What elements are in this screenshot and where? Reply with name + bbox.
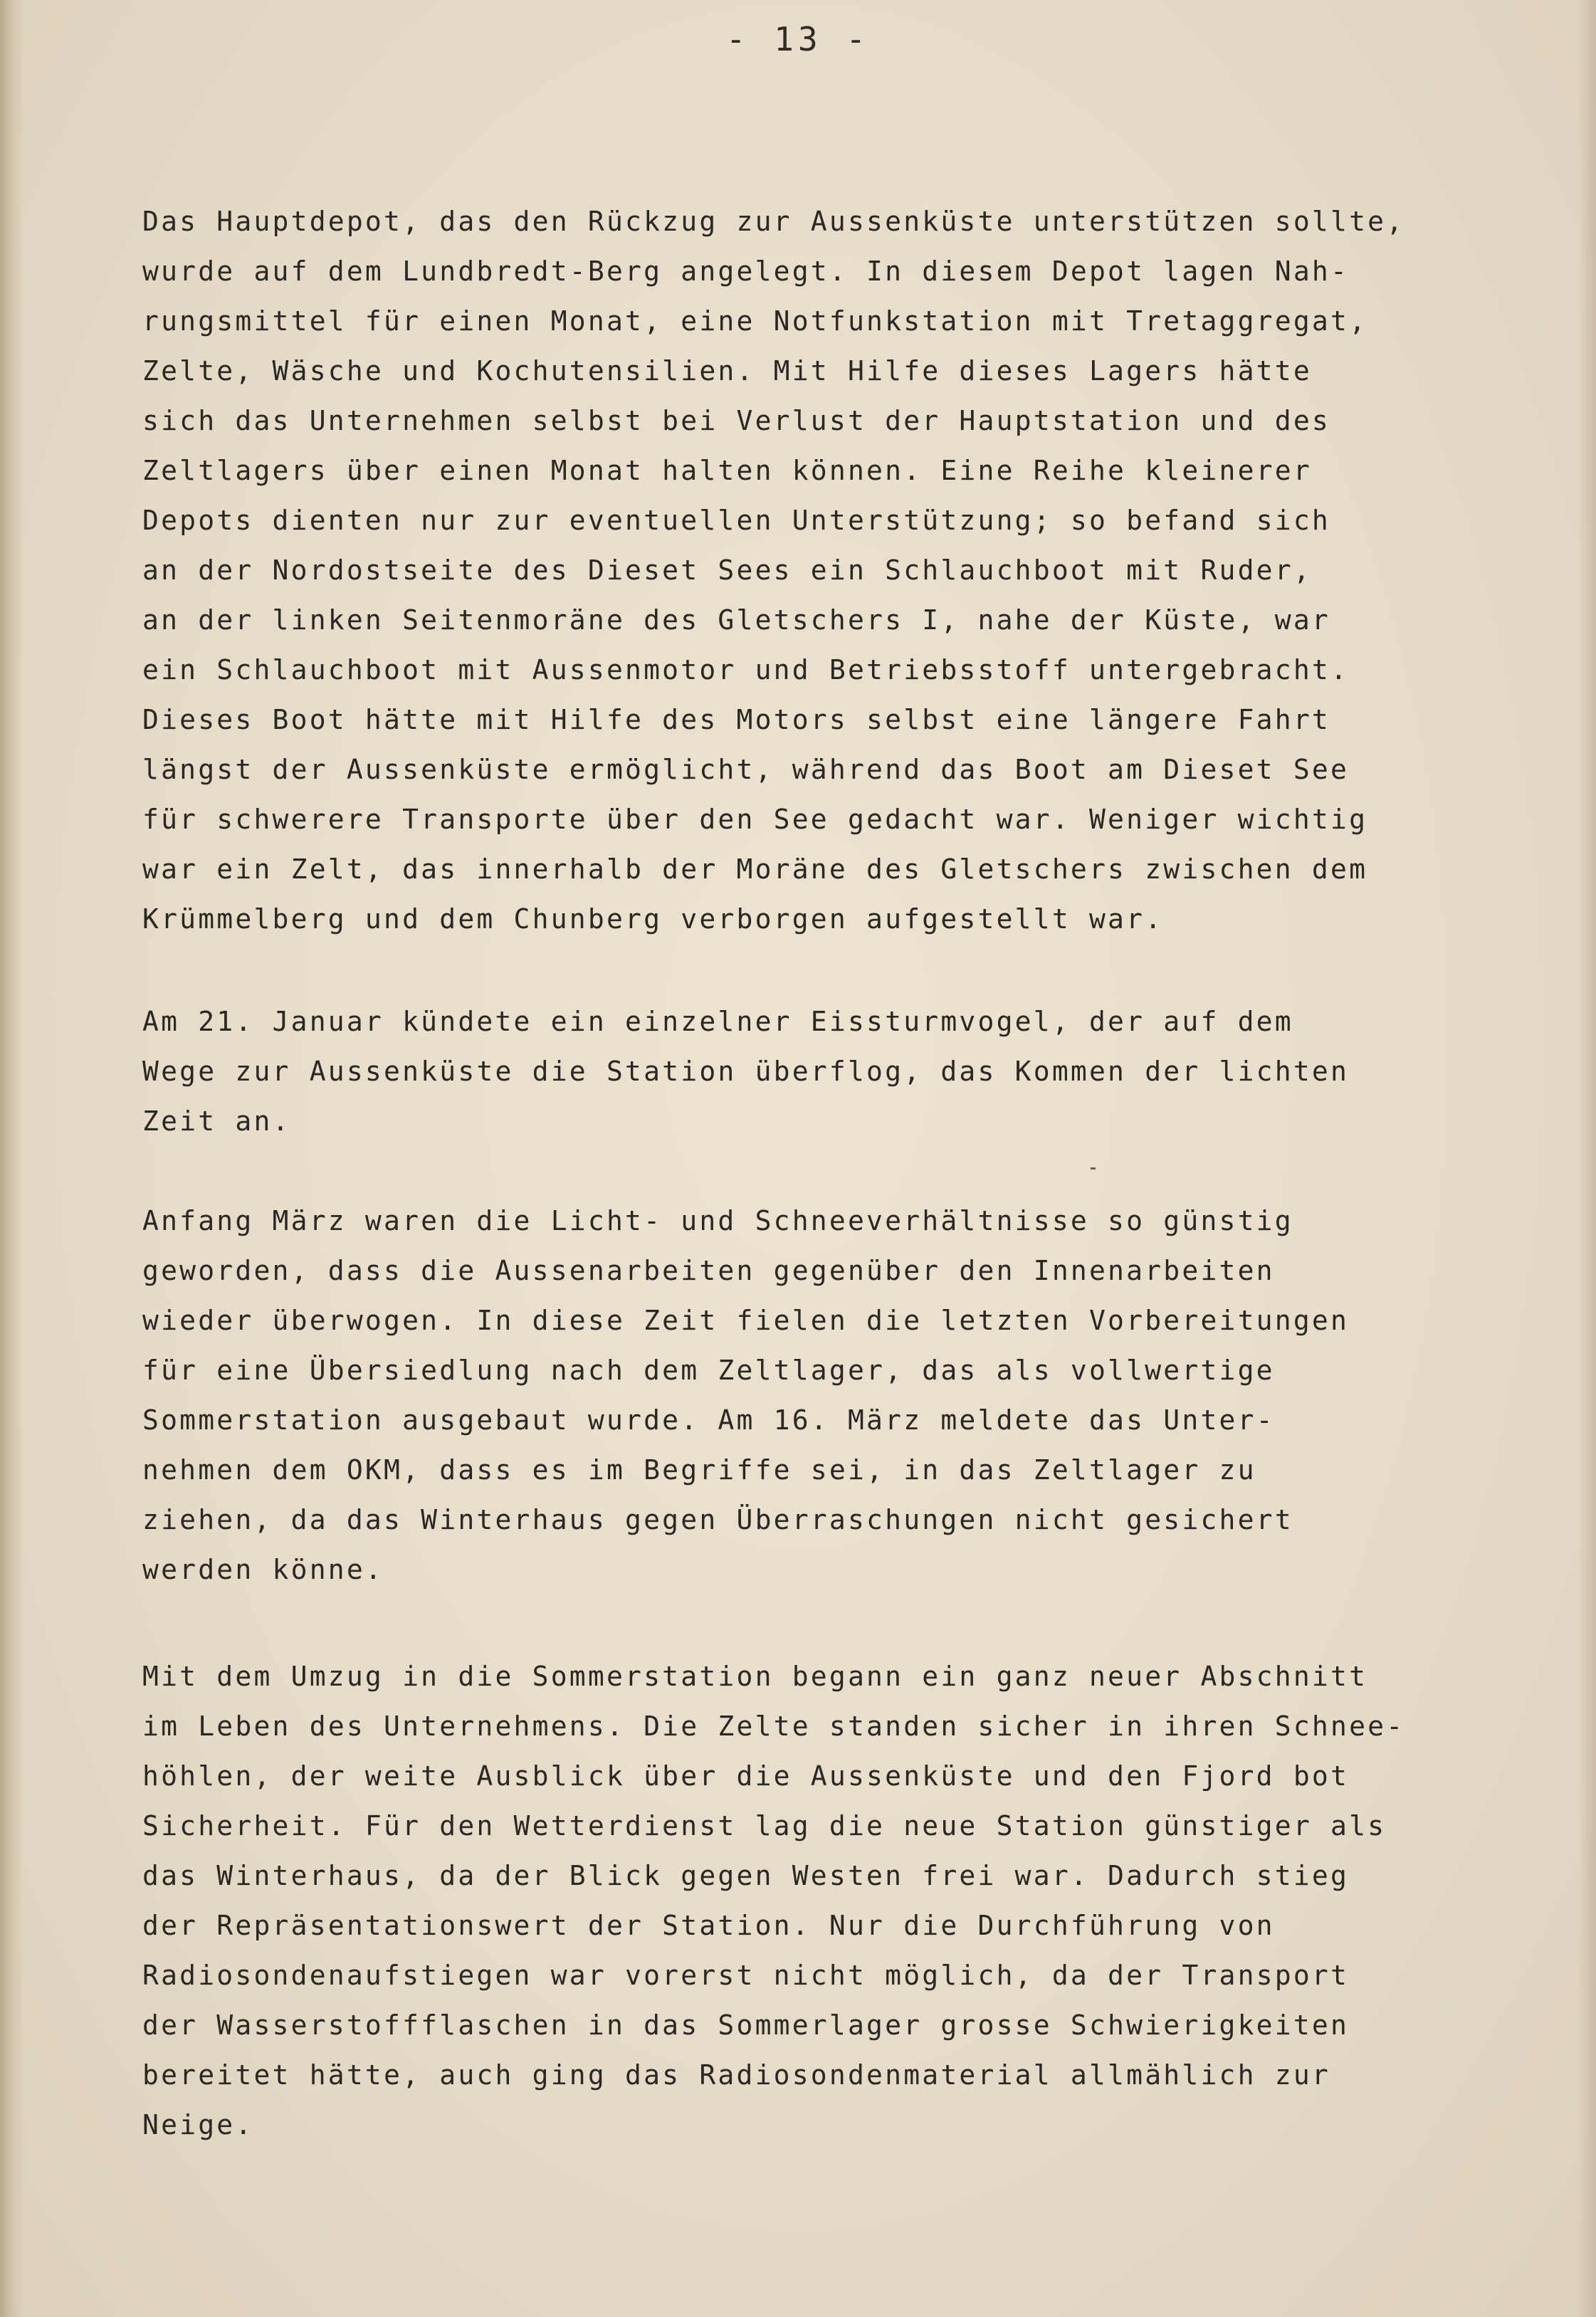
text-line: Mit dem Umzug in die Sommerstation begann ein ganz neuer Abschnitt <box>142 1661 1368 1692</box>
text-line: höhlen, der weite Ausblick über die Aussenküste und den Fjord bot <box>142 1760 1350 1792</box>
text-line: der Repräsentationswert der Station. Nur die Durchführung von <box>142 1910 1275 1941</box>
text-line: Zeltlagers über einen Monat halten können. Eine Reihe kleinerer <box>142 455 1312 486</box>
text-line: Dieses Boot hätte mit Hilfe des Motors selbst eine längere Fahrt <box>142 704 1330 735</box>
text-line: das Winterhaus, da der Blick gegen Westen frei war. Dadurch stieg <box>142 1860 1350 1891</box>
text-line: längst der Aussenküste ermöglicht, während das Boot am Dieset See <box>142 754 1350 785</box>
text-line: Zeit an. <box>142 1105 291 1137</box>
page-number: - 13 - <box>725 20 871 58</box>
text-line: für schwerere Transporte über den See gedacht war. Weniger wichtig <box>142 804 1368 835</box>
text-line: Radiosondenaufstiegen war vorerst nicht möglich, da der Transport <box>142 1960 1350 1991</box>
text-line: Krümmelberg und dem Chunberg verborgen aufgestellt war. <box>142 903 1164 935</box>
page-edge-shadow-right <box>1577 0 1596 2317</box>
text-line: im Leben des Unternehmens. Die Zelte standen sicher in ihren Schnee- <box>142 1711 1405 1742</box>
text-line: nehmen dem OKM, dass es im Begriffe sei, in das Zeltlager zu <box>142 1454 1256 1486</box>
text-line: Neige. <box>142 2109 254 2140</box>
text-line: an der Nordostseite des Dieset Sees ein Schlauchboot mit Ruder, <box>142 555 1312 586</box>
text-line: der Wasserstoffflaschen in das Sommerlager grosse Schwierigkeiten <box>142 2009 1350 2041</box>
text-line: Zelte, Wäsche und Kochutensilien. Mit Hilfe dieses Lagers hätte <box>142 355 1312 387</box>
page-edge-shadow-left <box>0 0 24 2317</box>
text-line: Depots dienten nur zur eventuellen Unterstützung; so befand sich <box>142 505 1330 536</box>
text-line: Sicherheit. Für den Wetterdienst lag die neue Station günstiger als <box>142 1810 1387 1841</box>
paragraph-summer-station <box>142 1651 1538 2150</box>
ink-speck <box>1091 1167 1096 1170</box>
paragraph-january <box>142 997 1538 1146</box>
text-line: sich das Unternehmen selbst bei Verlust der Hauptstation und des <box>142 405 1330 436</box>
text-line: werden könne. <box>142 1554 384 1585</box>
text-line: bereitet hätte, auch ging das Radiosondenmaterial allmählich zur <box>142 2059 1330 2091</box>
paragraph-depots <box>142 196 1538 944</box>
text-line: ein Schlauchboot mit Aussenmotor und Betriebsstoff untergebracht. <box>142 654 1350 685</box>
text-line: für eine Übersiedlung nach dem Zeltlager, das als vollwertige <box>142 1355 1275 1386</box>
text-line: wieder überwogen. In diese Zeit fielen die letzten Vorbereitungen <box>142 1305 1350 1336</box>
text-line: Am 21. Januar kündete ein einzelner Eissturmvogel, der auf dem <box>142 1006 1293 1037</box>
text-line: Wege zur Aussenküste die Station überflog, das Kommen der lichten <box>142 1056 1350 1087</box>
text-line: wurde auf dem Lundbredt-Berg angelegt. In diesem Depot lagen Nah- <box>142 256 1350 287</box>
paragraph-march <box>142 1196 1538 1594</box>
text-line: Sommerstation ausgebaut wurde. Am 16. März meldete das Unter- <box>142 1404 1275 1436</box>
text-line: ziehen, da das Winterhaus gegen Überraschungen nicht gesichert <box>142 1504 1293 1535</box>
text-line: rungsmittel für einen Monat, eine Notfunkstation mit Tretaggregat, <box>142 305 1368 337</box>
text-line: Anfang März waren die Licht- und Schneeverhältnisse so günstig <box>142 1205 1293 1236</box>
text-line: an der linken Seitenmoräne des Gletschers I, nahe der Küste, war <box>142 604 1330 636</box>
text-line: geworden, dass die Aussenarbeiten gegenüber den Innenarbeiten <box>142 1255 1275 1286</box>
text-line: war ein Zelt, das innerhalb der Moräne des Gletschers zwischen dem <box>142 853 1368 885</box>
text-line: Das Hauptdepot, das den Rückzug zur Aussenküste unterstützen sollte, <box>142 206 1405 237</box>
